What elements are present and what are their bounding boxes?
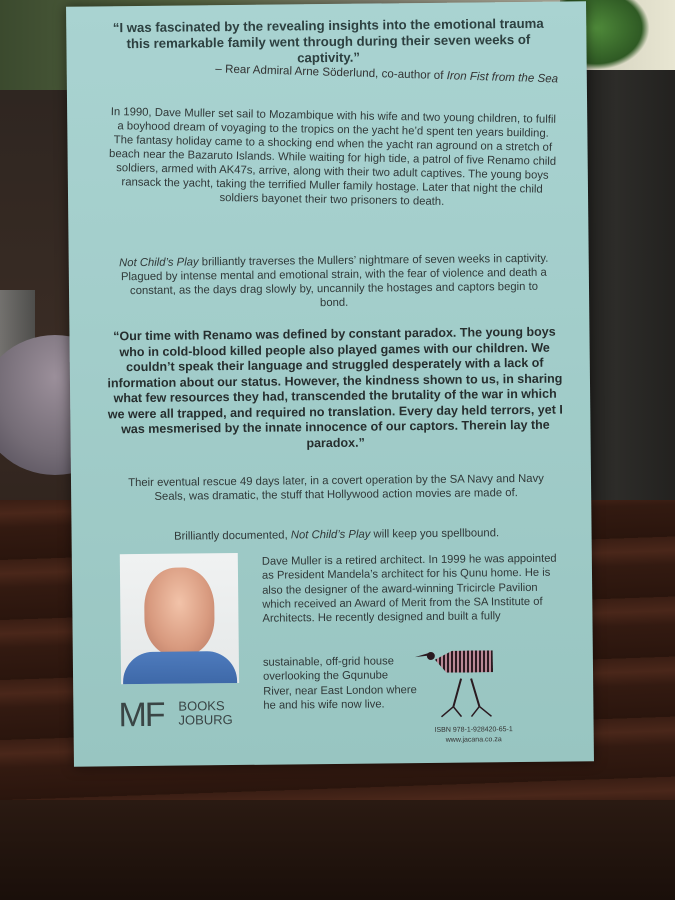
publisher-logo-mf: MF (118, 695, 164, 735)
synopsis-paragraph-1: In 1990, Dave Muller set sail to Mozambique with his wife and two young children, to fulfil a boyhood dream of voyaging to the tropics on the yacht he’d spent ten years building. The fantasy holiday came to a shocking end when the yacht ran aground on a stretch of beach near the Bazaruto Islands. While waiting for high tide, a patrol of five Renamo child soldiers, armed with AK47s, arrive, along with their two adult captives. The young boys ransack the yacht, taking the terrified Muller family hostage. Later that night the child soldiers bayonet their two prisoners to death. (108, 106, 557, 208)
isbn: ISBN 978-1-928420-65-1 (434, 726, 513, 734)
endorsement-quote: “I was fascinated by the revealing insights into the emotional trauma this remarkable family went through during their seven weeks of captivity.” (112, 15, 544, 66)
attribution-text: – Rear Admiral Arne Söderlund, co-author of (215, 62, 444, 83)
synopsis-paragraph-3: Their eventual rescue 49 days later, in a covert operation by the SA Navy and Navy Seals, was dramatic, the stuff that Hollywood action movies are made of. (128, 472, 544, 503)
book-back-cover (66, 1, 594, 766)
author-quote: “Our time with Renamo was defined by constant paradox. The young boys who in cold-blood killed people also played games with our children. We couldn’t speak their language and struggled desperately with a lack of information about our status. However, the kindness shown to us, in sharing what few resources they had, transcended the brutality of the war in which we were all trapped, and required no translation. Every day held terrors, yet I was mesmerised by the innate innocence of our captors. Therein lay the paradox.” (107, 324, 563, 450)
author-shirt (123, 651, 237, 684)
author-face (144, 567, 215, 656)
author-bio: Dave Muller is a retired architect. In 1999 he was appointed as President Mandela’s architect for his Qunu home. He is also the designer of the award-winning Tricircle Pavilion which received an Award of Merit from the SA Institute of Architects. He recently designed and built a fully (261, 552, 557, 625)
publisher-logo (118, 695, 248, 736)
book-title-inline: Not Child’s Play (119, 256, 199, 270)
publisher-line-2: JOBURG (178, 712, 233, 728)
publisher-line-1: BOOKS (178, 698, 225, 714)
synopsis-paragraph-2 (119, 252, 550, 312)
synopsis-paragraph-2-text: brilliantly traverses the Mullers’ nightmare of seven weeks in captivity. Plagued by intense mental and emotional strain, with the fear of violence and death a constant, as the days drag slowly by, uncannily the hostages and captors begin to bond. (120, 252, 549, 310)
author-photo (120, 553, 239, 684)
barcode-bird-icon (413, 642, 514, 723)
publisher-logo-text (178, 699, 232, 728)
author-bio-continued: sustainable, off-grid house overlooking the Gqunube River, near East London where he and his wife now live. (262, 655, 417, 712)
attribution-book-title: Iron Fist from the Sea (446, 69, 559, 86)
endorsement-attribution (197, 62, 577, 86)
table-edge (0, 800, 675, 900)
tagline-post: will keep you spellbound. (370, 527, 500, 541)
publisher-website: www.jacana.co.za (445, 736, 502, 744)
tagline (132, 526, 542, 544)
tagline-pre: Brilliantly documented, (173, 529, 291, 543)
tagline-book-title: Not Child’s Play (290, 528, 371, 542)
